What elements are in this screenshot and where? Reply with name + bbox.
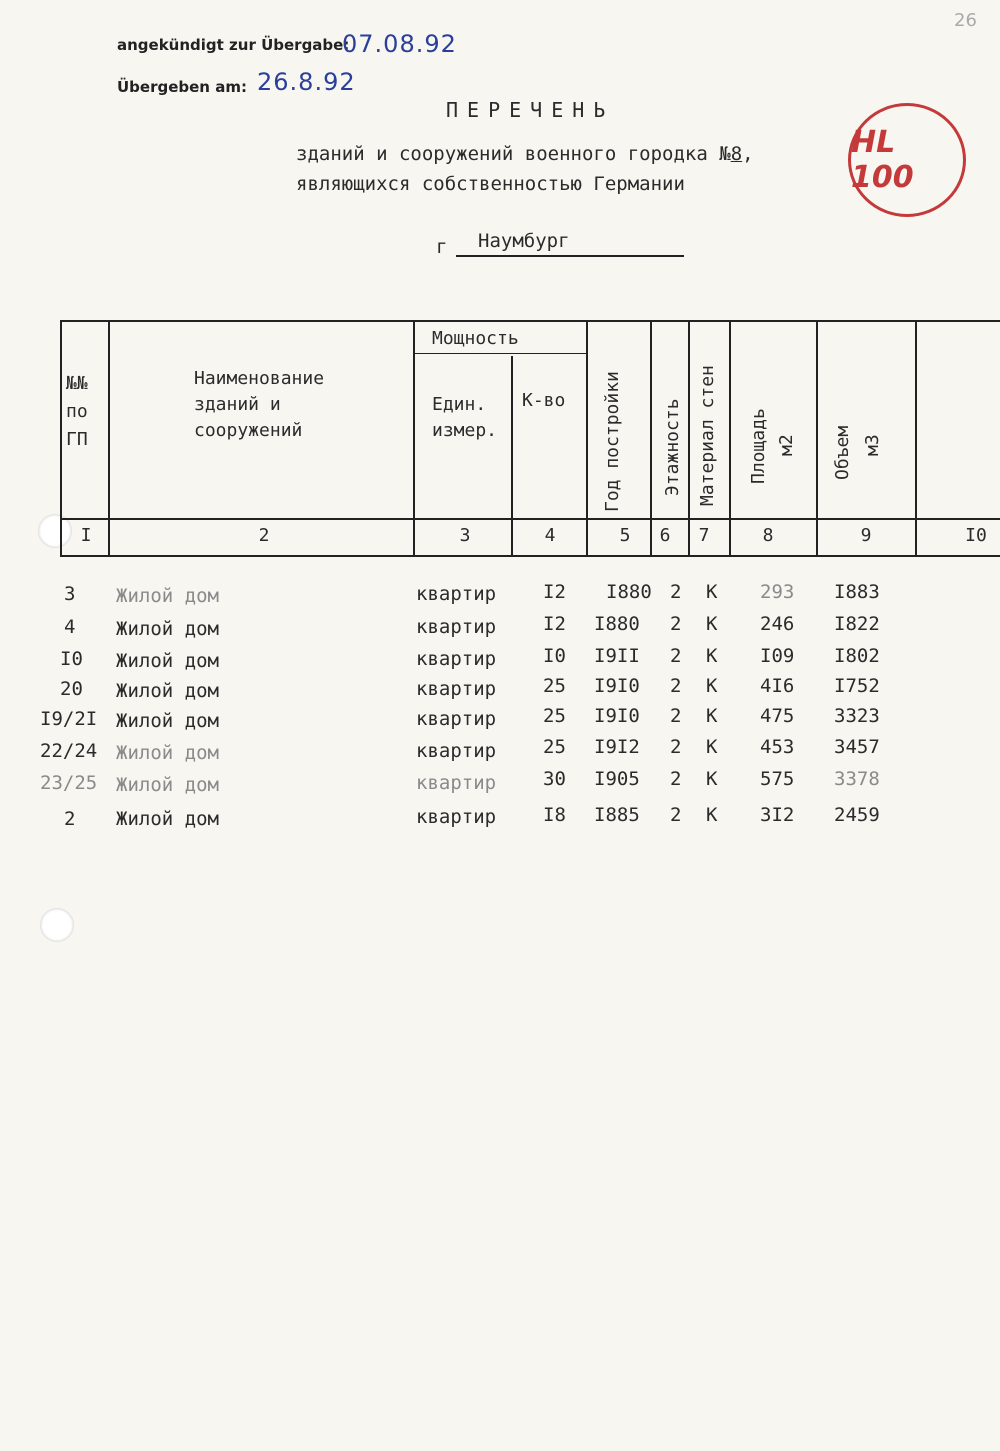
row-year: I9I2 (594, 736, 640, 758)
row-building-name: Жилой дом (116, 680, 219, 702)
row-year: I885 (594, 804, 640, 826)
col-number-1: I (80, 525, 92, 546)
handed-label: Übergeben am: (117, 78, 247, 96)
col-number-3: 3 (459, 525, 471, 546)
corner-mark: 26 (954, 10, 977, 31)
header-gp-line3: ГП (66, 429, 88, 450)
row-building-name: Жилой дом (116, 774, 219, 796)
row-building-name: Жилой дом (116, 808, 219, 830)
row-volume: 2459 (834, 804, 880, 826)
subtitle-text-1: зданий и сооружений военного городка № (296, 143, 731, 165)
document-title: ПЕРЕЧЕНЬ (446, 98, 615, 122)
city-name: Наумбург (478, 230, 570, 252)
row-unit: квартир (416, 740, 497, 762)
col-number-8: 8 (762, 525, 774, 546)
row-material: К (706, 645, 718, 667)
row-year: I9II (594, 645, 640, 667)
table-top-border (60, 320, 1000, 322)
announced-label: angekündigt zur Übergabe: (117, 36, 350, 54)
hl-seal (848, 103, 966, 217)
row-volume: 3457 (834, 736, 880, 758)
row-qty: 25 (543, 705, 566, 727)
row-building-name: Жилой дом (116, 618, 219, 640)
header-bottom-border (60, 518, 1000, 520)
row-floors: 2 (670, 768, 682, 790)
header-material: Материал стен (697, 365, 718, 506)
header-gp-line2: по (66, 401, 88, 422)
city-underline (456, 255, 684, 257)
header-volume-unit: м3 (862, 434, 883, 456)
row-area: 475 (760, 705, 795, 727)
header-floors: Этажность (662, 398, 683, 496)
row-floors: 2 (670, 705, 682, 727)
header-area-unit: м2 (776, 434, 797, 456)
row-volume: I752 (834, 675, 880, 697)
header-area: Площадь (748, 408, 769, 484)
row-material: К (706, 613, 718, 635)
col-border-9 (915, 320, 917, 557)
row-gp-number: 2 (64, 808, 76, 830)
header-volume: Объем (832, 425, 853, 480)
row-unit: квартир (416, 616, 497, 638)
col-number-7: 7 (698, 525, 710, 546)
row-material: К (706, 705, 718, 727)
header-building-name (194, 366, 324, 444)
punch-hole-bottom (40, 908, 74, 942)
col-border-1 (108, 322, 110, 557)
row-gp-number: 3 (64, 583, 76, 605)
row-floors: 2 (670, 804, 682, 826)
city-prefix: г (436, 236, 448, 258)
row-volume: I822 (834, 613, 880, 635)
row-year: I905 (594, 768, 640, 790)
col-border-8 (816, 320, 818, 557)
subtitle-line-2: являющихся собственностью Германии (296, 173, 685, 195)
row-year: I880 (594, 613, 640, 635)
row-gp-number: I0 (60, 648, 83, 670)
announced-date: 07.08.92 (342, 30, 457, 58)
col-border-3 (511, 356, 513, 557)
row-area: 246 (760, 613, 795, 635)
row-building-name: Жилой дом (116, 742, 219, 764)
capacity-divider (415, 353, 587, 354)
col-border-0 (60, 320, 62, 557)
col-border-7 (729, 320, 731, 557)
row-material: К (706, 736, 718, 758)
row-floors: 2 (670, 675, 682, 697)
col-number-2: 2 (258, 525, 270, 546)
row-unit: квартир (416, 648, 497, 670)
town-number: 8 (730, 143, 743, 165)
row-gp-number: I9/2I (40, 708, 98, 730)
row-floors: 2 (670, 613, 682, 635)
row-building-name: Жилой дом (116, 585, 219, 607)
row-qty: 25 (543, 736, 566, 758)
row-material: К (706, 768, 718, 790)
header-unit-line1: Един. (432, 394, 487, 415)
col-border-2 (413, 320, 415, 557)
row-unit: квартир (416, 772, 497, 794)
col-number-4: 4 (544, 525, 556, 546)
seal-text: HL 100 (851, 125, 914, 195)
row-gp-number: 22/24 (40, 740, 98, 762)
header-qty: К-во (522, 390, 566, 411)
row-volume: 3323 (834, 705, 880, 727)
col-border-6 (688, 320, 690, 557)
row-volume: I883 (834, 581, 880, 603)
row-volume: I802 (834, 645, 880, 667)
row-unit: квартир (416, 708, 497, 730)
row-area: 3I2 (760, 804, 795, 826)
row-unit: квартир (416, 583, 497, 605)
header-unit-line2: измер. (432, 420, 498, 441)
row-area: I09 (760, 645, 795, 667)
subtitle-comma: , (742, 143, 754, 165)
row-qty: I8 (543, 804, 566, 826)
row-year: I9I0 (594, 705, 640, 727)
row-qty: 30 (543, 768, 566, 790)
header-unit (432, 392, 497, 444)
row-material: К (706, 675, 718, 697)
col-number-5: 5 (619, 525, 631, 546)
row-gp-number: 23/25 (40, 772, 98, 794)
row-material: К (706, 804, 718, 826)
row-qty: 25 (543, 675, 566, 697)
row-floors: 2 (670, 645, 682, 667)
header-name-line3: сооружений (194, 420, 303, 441)
row-building-name: Жилой дом (116, 650, 219, 672)
header-year: Год постройки (602, 371, 623, 512)
header-gp-number (66, 370, 88, 454)
col-border-4 (586, 320, 588, 557)
row-year: I9I0 (594, 675, 640, 697)
row-unit: квартир (416, 678, 497, 700)
header-name-line1: Наименование (194, 368, 325, 389)
subtitle-line-1 (296, 143, 754, 165)
col-number-6: 6 (659, 525, 671, 546)
header-gp-line1: №№ (66, 373, 88, 394)
col-number-10: I0 (965, 525, 987, 546)
header-name-line2: зданий и (194, 394, 281, 415)
row-floors: 2 (670, 581, 682, 603)
row-qty: I2 (543, 613, 566, 635)
row-qty: I2 (543, 581, 566, 603)
row-qty: I0 (543, 645, 566, 667)
handed-date: 26.8.92 (257, 68, 356, 96)
row-volume: 3378 (834, 768, 880, 790)
row-year: I880 (606, 581, 652, 603)
row-area: 4I6 (760, 675, 795, 697)
row-gp-number: 4 (64, 616, 76, 638)
row-area: 575 (760, 768, 795, 790)
row-gp-number: 20 (60, 678, 83, 700)
col-number-9: 9 (860, 525, 872, 546)
row-area: 293 (760, 581, 795, 603)
row-building-name: Жилой дом (116, 710, 219, 732)
row-unit: квартир (416, 806, 497, 828)
row-area: 453 (760, 736, 795, 758)
header-capacity: Мощность (432, 328, 519, 349)
row-material: К (706, 581, 718, 603)
column-number-border (60, 555, 1000, 557)
col-border-5 (650, 320, 652, 557)
row-floors: 2 (670, 736, 682, 758)
